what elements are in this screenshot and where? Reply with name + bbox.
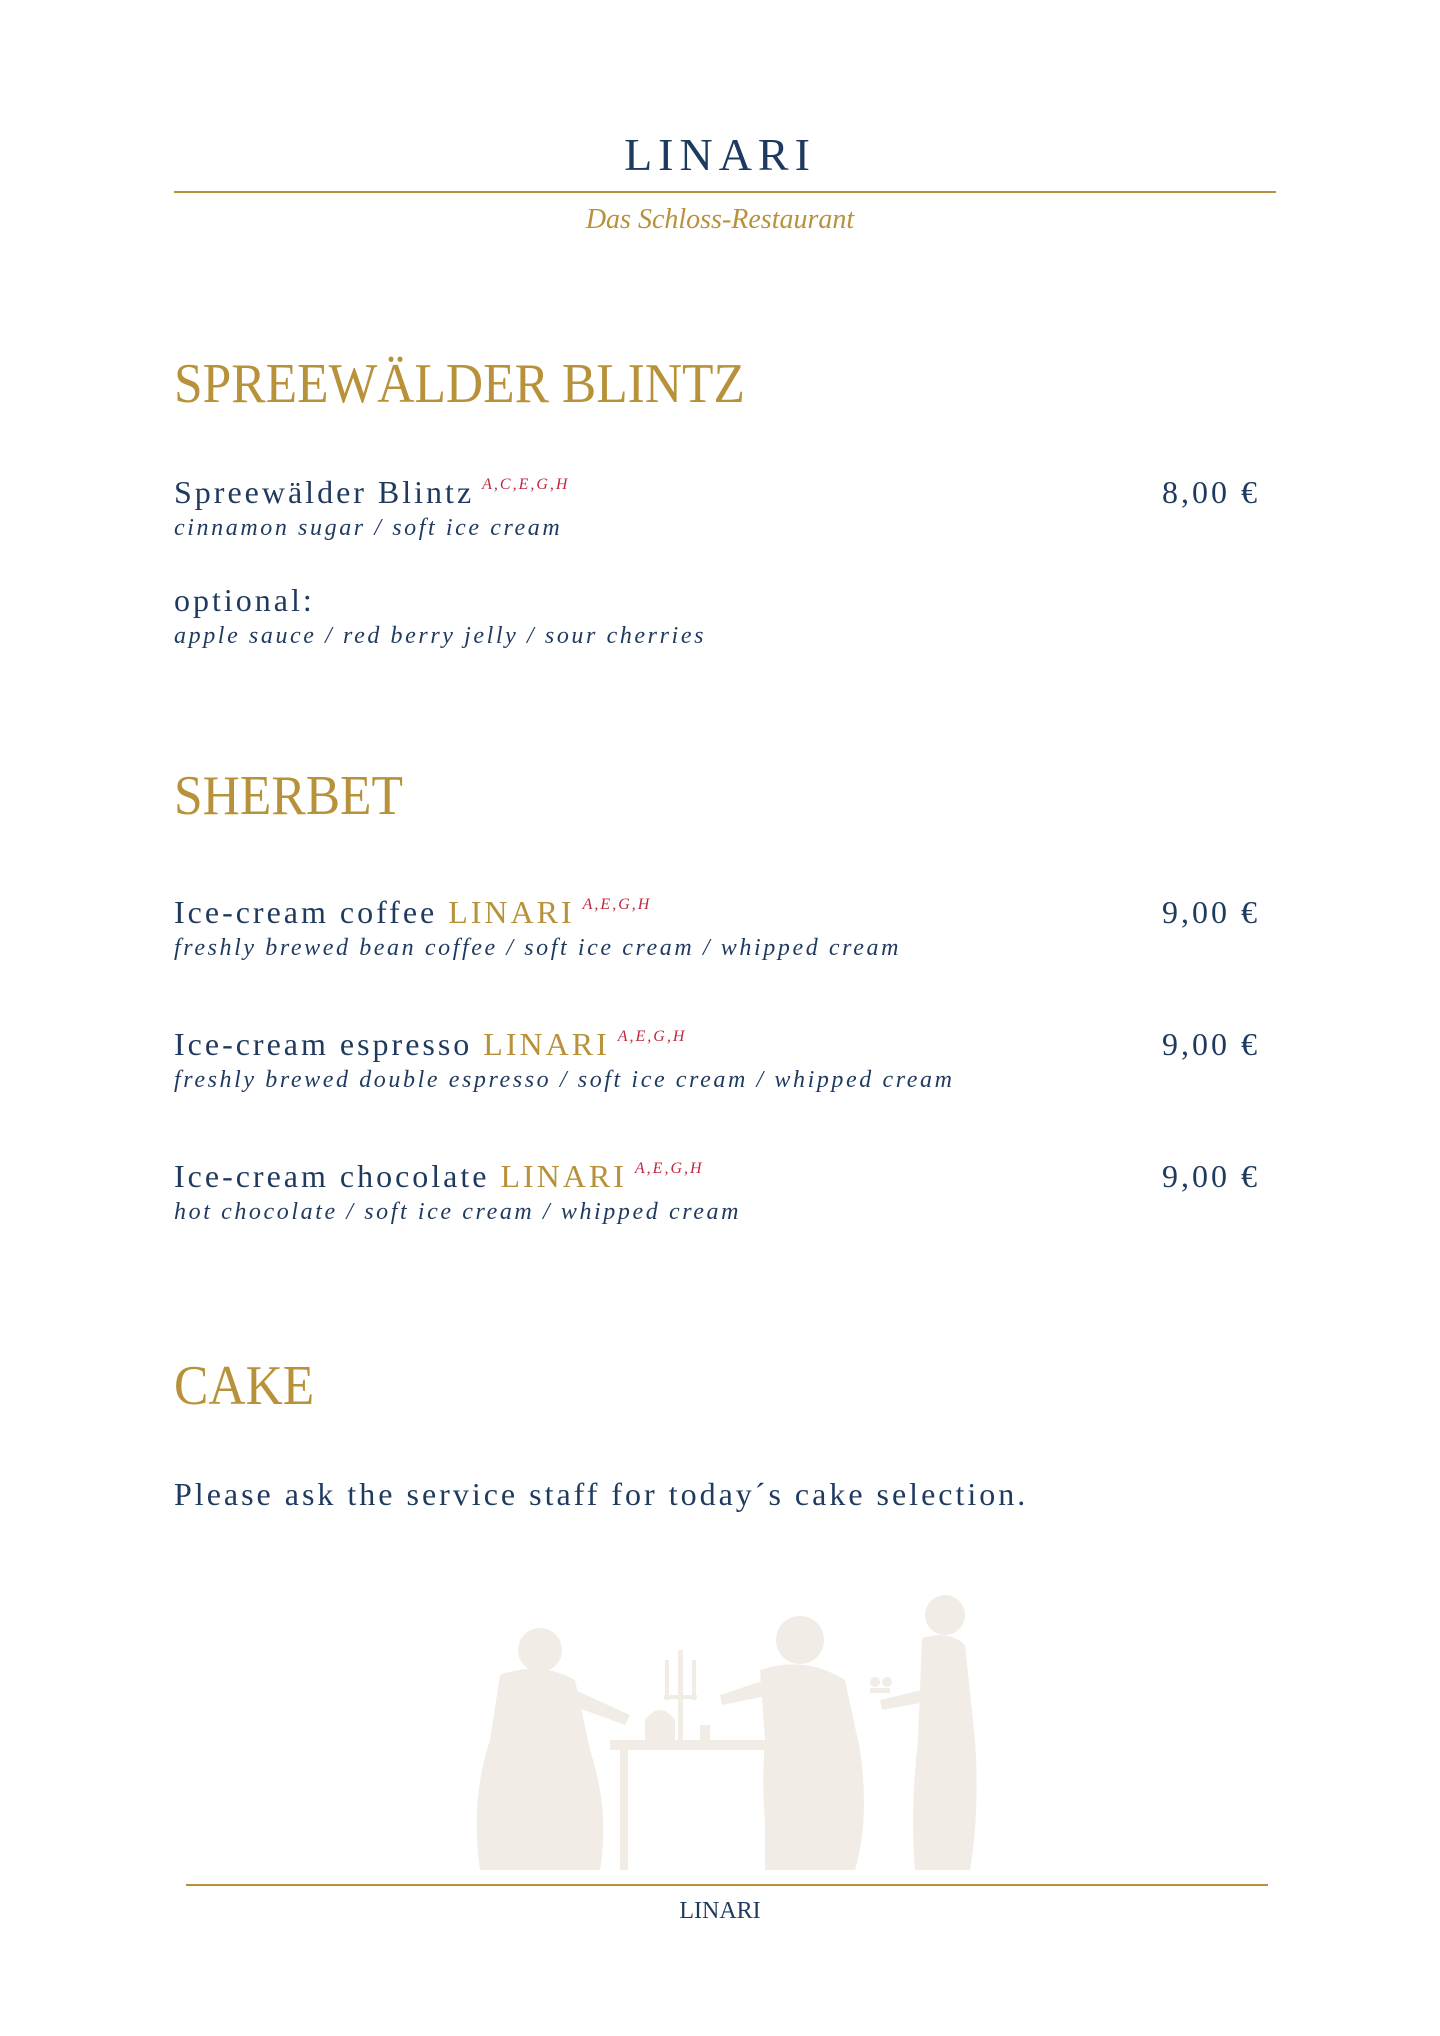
menu-item-price: 9,00 € (1162, 1158, 1260, 1194)
allergen-codes: A,E,G,H (617, 1028, 687, 1045)
item-name-text: Ice-cream espresso (174, 1026, 473, 1062)
allergen-codes: A,E,G,H (582, 896, 652, 913)
menu-item-description: freshly brewed bean coffee / soft ice cream / whipped cream (174, 935, 902, 961)
brand-name: LINARI (483, 1026, 610, 1062)
item-name-text: Spreewälder Blintz (174, 474, 475, 510)
dining-scene-illustration (460, 1580, 980, 1880)
item-name-text: Ice-cream chocolate (174, 1158, 490, 1194)
menu-item-price: 9,00 € (1162, 894, 1260, 930)
section-title-sherbet: SHERBET (174, 765, 404, 827)
page-title: LINARI (624, 129, 816, 180)
menu-item-price: 9,00 € (1162, 1026, 1260, 1062)
menu-item-ice-cream-espresso (174, 1026, 1260, 1094)
menu-item-name (174, 894, 1260, 931)
footer-divider (186, 1884, 1268, 1886)
menu-item-description: freshly brewed double espresso / soft ice cream / whipped cream (174, 1067, 955, 1093)
menu-item-name (174, 1158, 1260, 1195)
menu-item-ice-cream-coffee (174, 894, 1260, 962)
menu-item-description: cinnamon sugar / soft ice cream (174, 515, 563, 541)
menu-item-description: hot chocolate / soft ice cream / whipped cream (174, 1199, 742, 1225)
menu-item-price: 8,00 € (1162, 474, 1260, 510)
header-divider (174, 191, 1276, 193)
cake-note: Please ask the service staff for today´s cake selection. (174, 1476, 1029, 1512)
optional-extras (174, 582, 1260, 650)
allergen-codes: A,C,E,G,H (482, 476, 570, 493)
footer-brand: LINARI (679, 1898, 761, 1924)
section-title-blintz: SPREEWÄLDER BLINTZ (174, 353, 745, 415)
allergen-codes: A,E,G,H (634, 1160, 704, 1177)
section-title-cake: CAKE (174, 1355, 315, 1417)
optional-label: optional: (174, 582, 315, 618)
menu-item-name (174, 1026, 1260, 1063)
brand-name: LINARI (500, 1158, 627, 1194)
page-subtitle: Das Schloss-Restaurant (585, 204, 855, 235)
menu-item-blintz (174, 474, 1260, 542)
brand-name: LINARI (448, 894, 575, 930)
menu-item-ice-cream-chocolate (174, 1158, 1260, 1226)
item-name-text: Ice-cream coffee (174, 894, 438, 930)
optional-description: apple sauce / red berry jelly / sour cherries (174, 623, 707, 649)
menu-item-name (174, 474, 1260, 511)
